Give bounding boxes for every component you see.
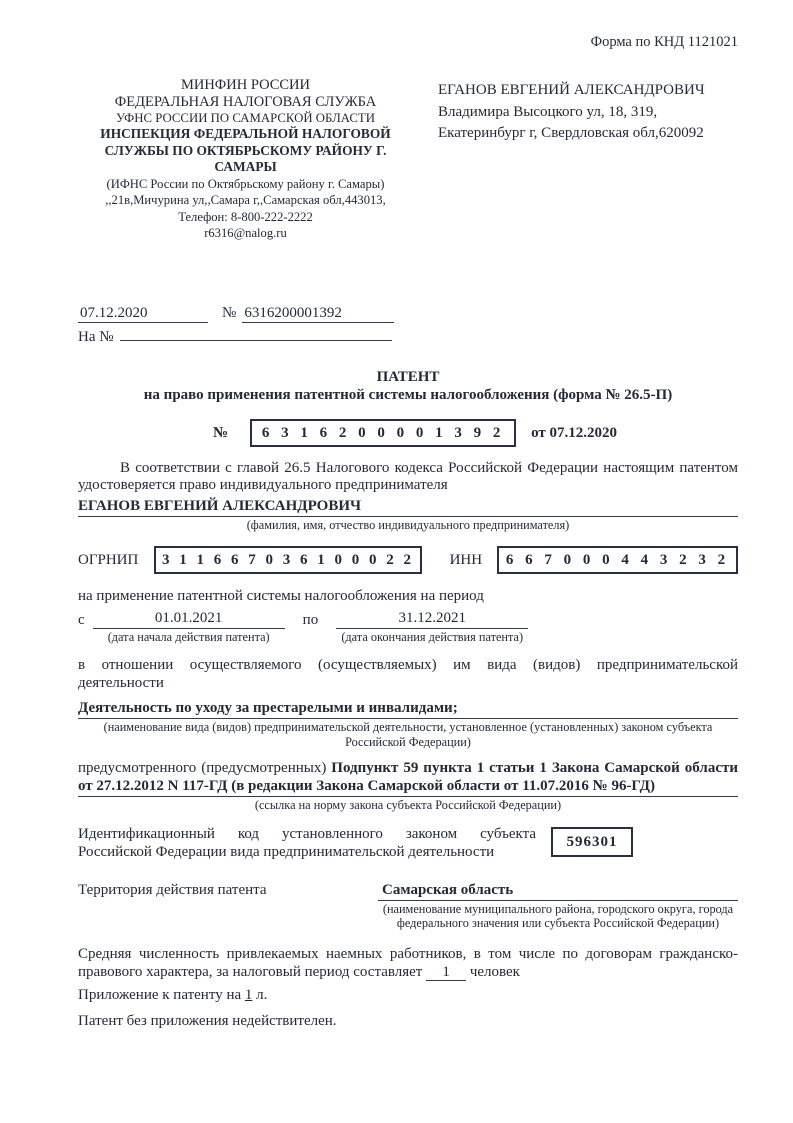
period-end-caption: (дата окончания действия патента) xyxy=(341,630,524,645)
identification-code-label: Идентификационный код установленного законом субъекта Российской Федерации вида предпринимательской деятельности xyxy=(78,825,536,860)
recipient-address1: Владимира Высоцкого ул, 18, 319, xyxy=(438,103,658,120)
ogrnip-value-box: 3 1 1 6 6 7 0 3 6 1 0 0 0 2 2 xyxy=(154,546,421,574)
intro-paragraph: В соответствии с главой 26.5 Налогового кодекса Российской Федерации настоящим патентом удостоверяется право индивидуального предпринимателя xyxy=(78,459,738,494)
issuer-phone: Телефон: 8-800-222-2222 xyxy=(178,209,313,224)
issuer-line-bold: СЛУЖБЫ ПО ОКТЯБРЬСКОМУ РАЙОНУ Г. САМАРЫ xyxy=(104,142,387,175)
issuer-address: ,,21в,Мичурина ул,,Самара г,,Самарская обл,443013, xyxy=(105,193,386,208)
period-intro: на применение патентной системы налогообложения на период xyxy=(78,588,484,605)
activity-intro-paragraph: в отношении осуществляемого (осуществляемых) им вида (видов) предпринимательской деятельности xyxy=(78,657,738,691)
patent-number-row xyxy=(78,419,738,447)
entrepreneur-name-line: ЕГАНОВ ЕВГЕНИЙ АЛЕКСАНДРОВИЧ xyxy=(78,497,738,517)
period-from-label: с xyxy=(78,612,85,629)
issuer-line: (ИФНС России по Октябрьскому району г. Самары) xyxy=(106,176,385,191)
document-subtitle: на право применения патентной системы налогообложения (форма № 26.5-П) xyxy=(143,386,673,403)
workers-count-value: 1 xyxy=(426,965,466,981)
recipient-block xyxy=(438,77,738,242)
territory-caption-line1: (наименование муниципального района, городского округа, города xyxy=(382,901,734,916)
form-code-knd: Форма по КНД 1121021 xyxy=(590,34,738,50)
reference-block xyxy=(78,304,738,346)
territory-row xyxy=(78,881,738,931)
territory-caption-line2: федерального значения или субъекта Российской Федерации) xyxy=(396,916,720,931)
patent-number-label: № xyxy=(213,424,229,441)
entrepreneur-name-caption: (фамилия, имя, отчество индивидуального предпринимателя) xyxy=(246,517,570,532)
reference-number-label: № xyxy=(222,304,237,321)
workers-unit: человек xyxy=(469,964,520,981)
identification-code-box: 596301 xyxy=(551,827,633,857)
issuer-line: МИНФИН РОССИИ xyxy=(180,77,311,94)
reference-reply-label: На № xyxy=(78,328,114,345)
period-start-caption: (дата начала действия патента) xyxy=(107,630,270,645)
period-to-label: по xyxy=(302,612,319,629)
reference-reply-blank-line xyxy=(120,324,392,341)
ogrnip-label: ОГРНИП xyxy=(78,552,139,569)
territory-value: Самарская область xyxy=(378,881,738,901)
workers-paragraph xyxy=(78,945,738,982)
patent-issue-date: от 07.12.2020 xyxy=(531,424,617,441)
workers-text: Средняя численность привлекаемых наемных работников, в том числе по договорам гражданско-правового характера, за налоговый период составляет xyxy=(78,945,738,981)
issuer-line: ФЕДЕРАЛЬНАЯ НАЛОГОВАЯ СЛУЖБА xyxy=(114,93,377,110)
document-header xyxy=(78,77,738,242)
territory-field xyxy=(378,881,738,931)
law-reference-text: Подпункт 59 пункта 1 статьи 1 Закона Самарской области от 27.12.2012 N 117-ГД (в редакции Закона Самарской области от 11.07.2016 № 96-ГД) xyxy=(78,760,738,795)
reference-number: 6316200001392 xyxy=(242,304,394,323)
period-end-date: 31.12.2021 xyxy=(336,609,528,629)
reference-row xyxy=(78,304,738,323)
period-start-date: 01.01.2021 xyxy=(93,609,285,629)
activity-caption-line2: Российской Федерации) xyxy=(345,734,471,749)
document-title: ПАТЕНТ xyxy=(376,368,440,385)
issuer-line: УФНС РОССИИ ПО САМАРСКОЙ ОБЛАСТИ xyxy=(116,111,375,126)
reference-reply-row xyxy=(78,324,738,346)
period-end-field xyxy=(336,609,528,645)
attachment-unit: л. xyxy=(256,986,268,1003)
attachment-text: Приложение к патенту на xyxy=(78,986,242,1003)
activity-caption-line1: (наименование вида (видов) предпринимательской деятельности, установленное (установленных) законом субъекта xyxy=(103,720,713,735)
inn-value-box: 6 6 7 0 0 0 4 4 3 2 3 2 xyxy=(497,546,738,574)
identification-code-row xyxy=(78,825,738,861)
footer-note: Патент без приложения недействителен. xyxy=(78,1012,337,1029)
reference-date: 07.12.2020 xyxy=(78,304,208,323)
issuer-block xyxy=(78,77,413,242)
ogrnip-inn-row xyxy=(78,546,738,574)
law-caption: (ссылка на норму закона субъекта Российской Федерации) xyxy=(254,798,562,813)
issuer-email: r6316@nalog.ru xyxy=(204,226,287,241)
recipient-name: ЕГАНОВ ЕВГЕНИЙ АЛЕКСАНДРОВИЧ xyxy=(438,82,705,99)
attachment-pages-value: 1 xyxy=(244,986,253,1003)
inn-label: ИНН xyxy=(449,552,483,569)
territory-label: Территория действия патента xyxy=(78,881,267,898)
validity-period-row xyxy=(78,609,738,645)
recipient-address2: Екатеринбург г, Свердловская обл,620092 xyxy=(438,125,704,142)
activity-name-line: Деятельность по уходу за престарелыми и инвалидами; xyxy=(78,699,738,719)
law-prefix: предусмотренного (предусмотренных) xyxy=(78,760,327,777)
issuer-line-bold: ИНСПЕКЦИЯ ФЕДЕРАЛЬНОЙ НАЛОГОВОЙ xyxy=(100,126,391,142)
attachment-line xyxy=(78,986,738,1004)
law-reference-paragraph xyxy=(78,759,738,797)
period-start-field xyxy=(93,609,285,645)
patent-number-box: 6 3 1 6 2 0 0 0 0 1 3 9 2 xyxy=(250,419,516,447)
